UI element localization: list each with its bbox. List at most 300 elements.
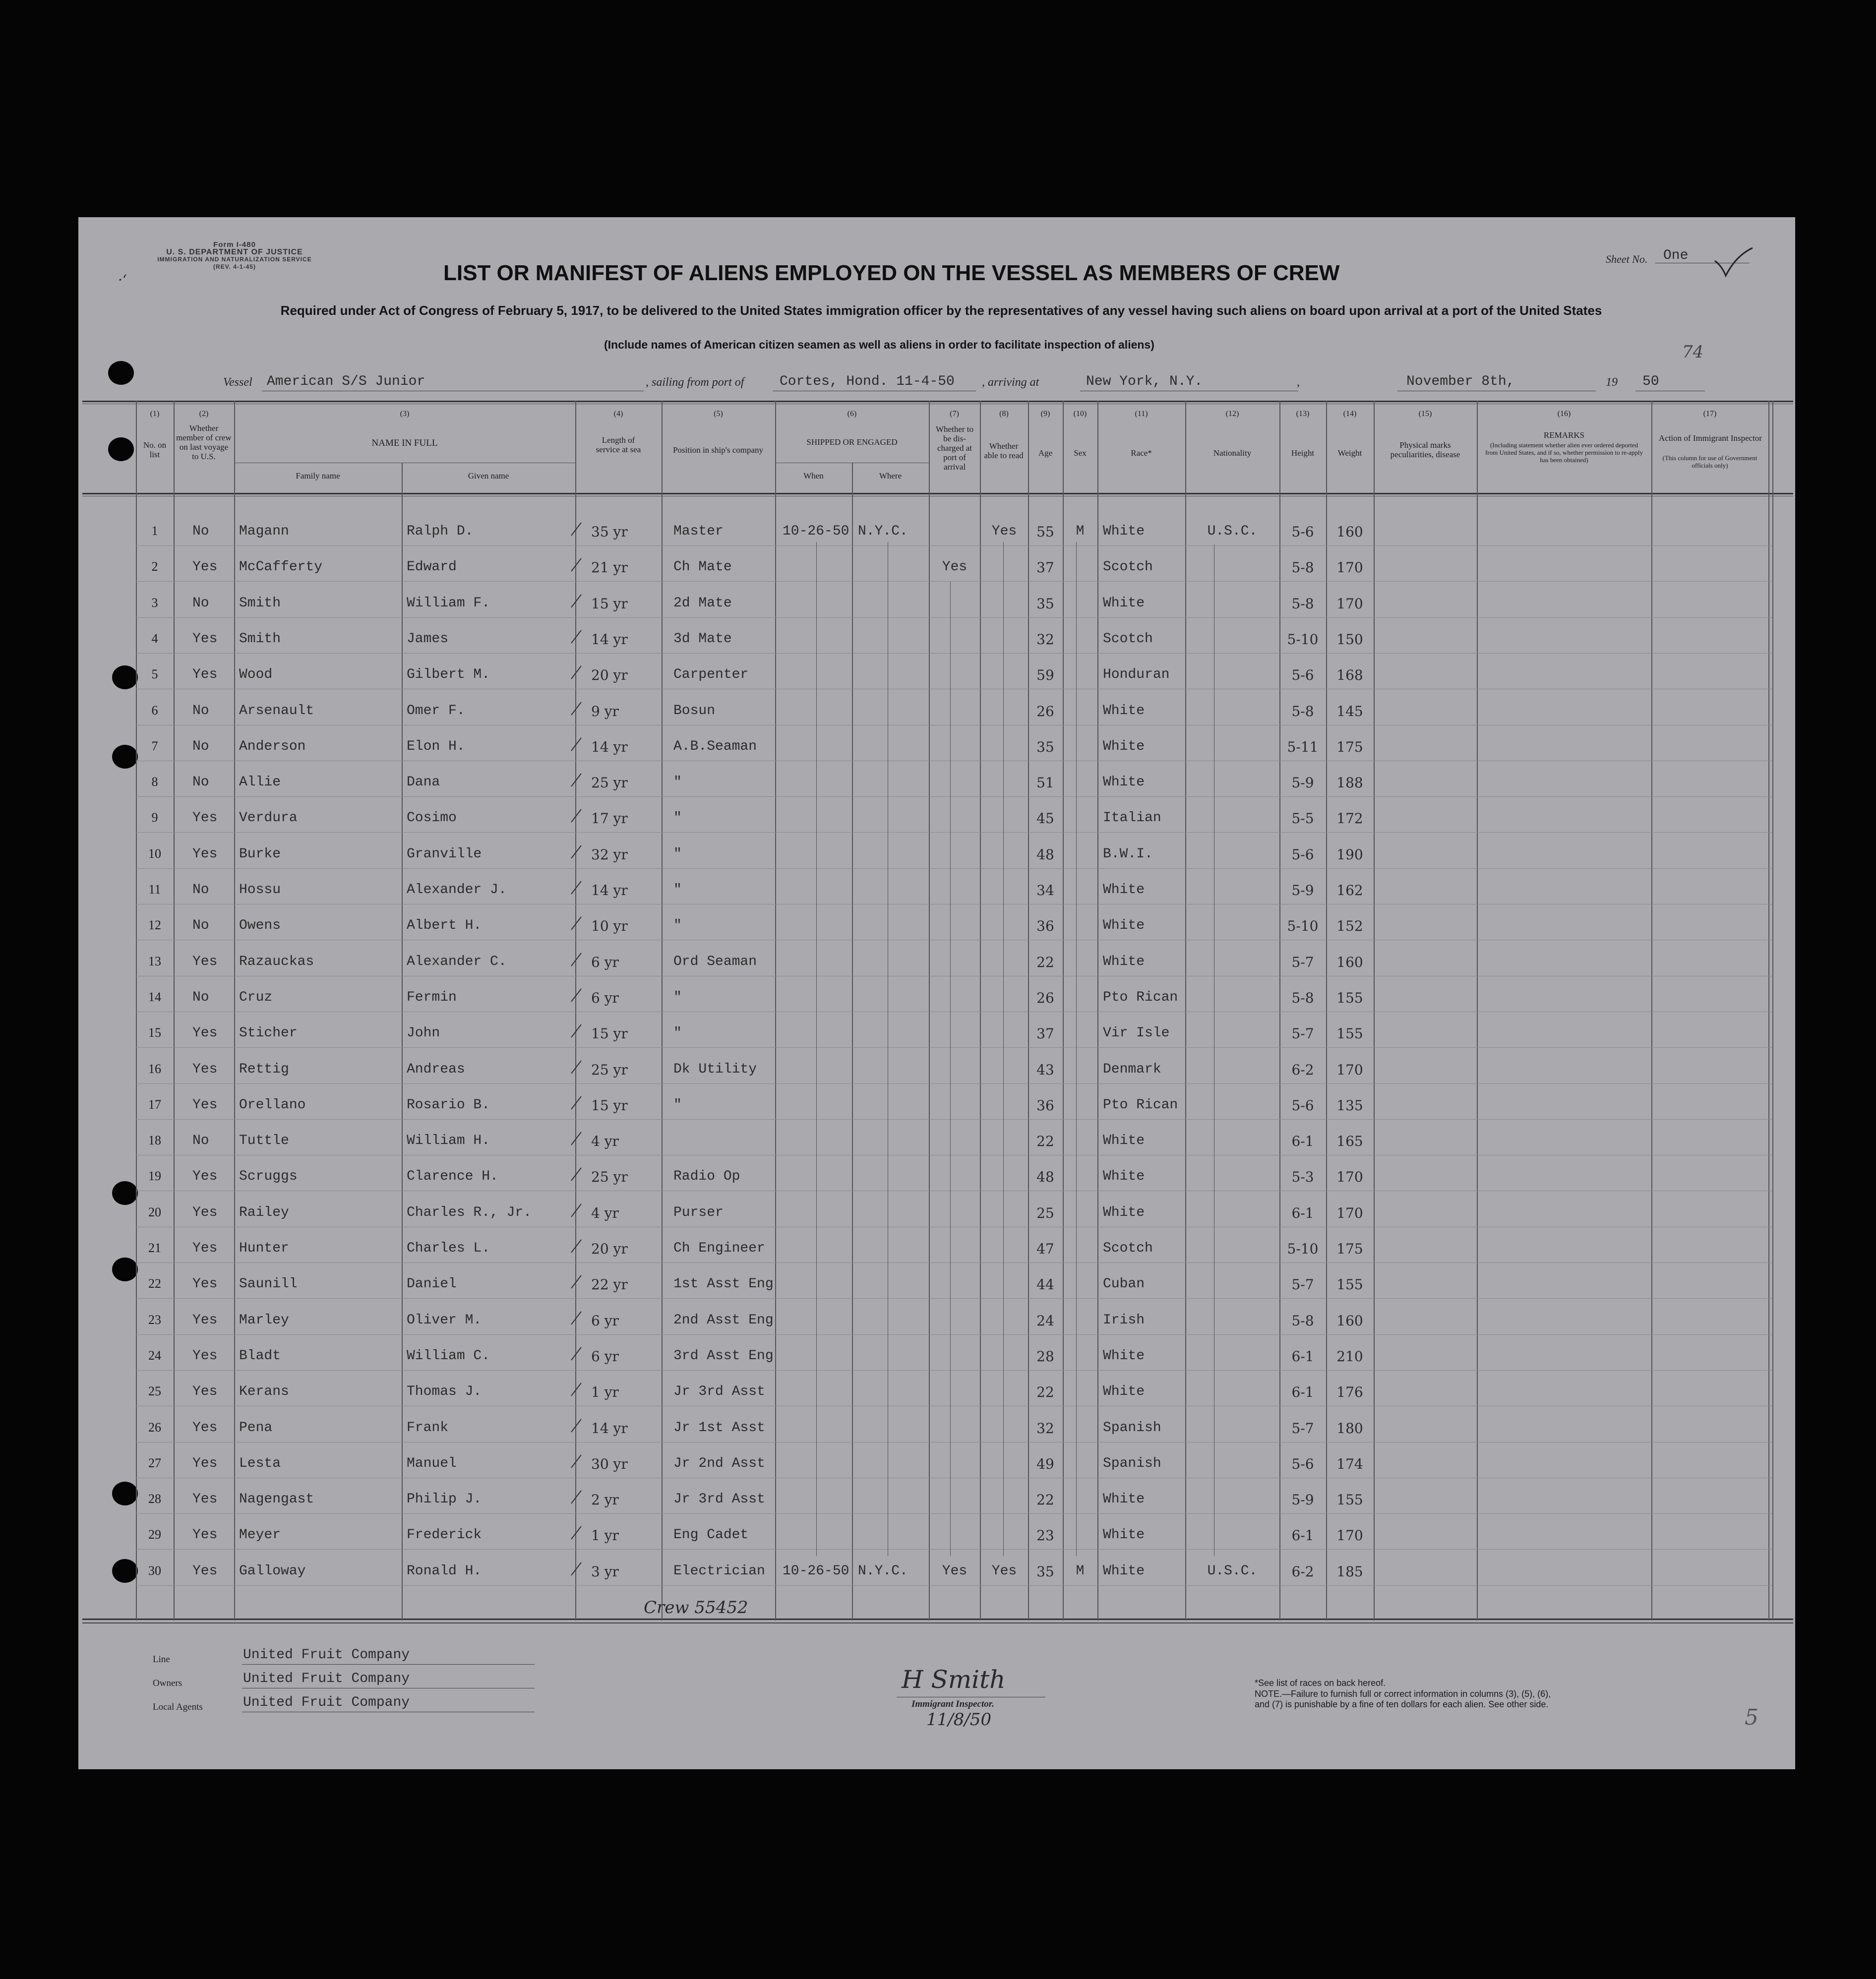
col10-number: (10) bbox=[1073, 410, 1087, 418]
col-line bbox=[929, 401, 930, 1620]
position: 3d Mate bbox=[673, 631, 732, 647]
family-name: Meyer bbox=[239, 1527, 281, 1543]
tick-mark-icon bbox=[569, 951, 584, 968]
last-voyage: Yes bbox=[192, 1420, 218, 1436]
row-number: 18 bbox=[148, 1133, 161, 1148]
col16-header: REMARKS bbox=[1543, 430, 1585, 440]
family-name: Anderson bbox=[239, 738, 306, 754]
given-name: Edward bbox=[407, 559, 457, 575]
given-name: Albert H. bbox=[407, 918, 482, 934]
row-number: 7 bbox=[151, 738, 158, 753]
height: 5-10 bbox=[1287, 631, 1319, 648]
last-voyage: No bbox=[192, 775, 209, 790]
given-name: William H. bbox=[407, 1133, 490, 1149]
race: Italian bbox=[1103, 810, 1161, 826]
tick-mark-icon bbox=[569, 879, 584, 896]
age: 48 bbox=[1036, 846, 1054, 863]
race: Scotch bbox=[1103, 1241, 1153, 1256]
row-number: 25 bbox=[148, 1384, 161, 1399]
row-rule bbox=[136, 1513, 1772, 1514]
row-rule bbox=[136, 617, 1772, 618]
age: 36 bbox=[1036, 1097, 1054, 1114]
col8-number: (8) bbox=[999, 410, 1009, 418]
race: Denmark bbox=[1103, 1061, 1161, 1077]
weight: 160 bbox=[1336, 1312, 1363, 1329]
col-line bbox=[1477, 401, 1478, 1620]
service-length: 35 yr bbox=[591, 524, 628, 540]
row-number: 4 bbox=[151, 631, 158, 646]
row-number: 17 bbox=[148, 1097, 161, 1112]
position: Bosun bbox=[673, 703, 716, 719]
col16-subheader: (Including statement whether alien ever ordered deported from United States, and if so, whether permission to re-apply has been obtained) bbox=[1485, 441, 1643, 464]
service-length: 30 yr bbox=[591, 1455, 628, 1472]
position: Master bbox=[673, 524, 724, 539]
row-number: 16 bbox=[148, 1061, 161, 1076]
tick-mark-icon bbox=[569, 1059, 584, 1076]
tick-mark-icon bbox=[569, 915, 584, 932]
position: Jr 3rd Asst bbox=[673, 1384, 765, 1400]
col6-number: (6) bbox=[847, 410, 857, 418]
position: Jr 3rd Asst bbox=[673, 1492, 765, 1507]
sailing-label: , sailing from port of bbox=[646, 376, 744, 389]
last-voyage: No bbox=[192, 989, 209, 1005]
family-name: Razauckas bbox=[239, 954, 314, 969]
last-voyage: Yes bbox=[192, 1384, 218, 1400]
tick-mark-icon bbox=[569, 1022, 584, 1039]
family-name: Marley bbox=[239, 1312, 289, 1328]
tick-mark-icon bbox=[569, 843, 584, 860]
last-voyage: Yes bbox=[192, 1312, 218, 1328]
col14-number: (14) bbox=[1343, 410, 1357, 418]
position: Ch Engineer bbox=[673, 1241, 765, 1256]
family-name: Orellano bbox=[239, 1097, 306, 1113]
family-name: Allie bbox=[239, 775, 281, 790]
form-title: LIST OR MANIFEST OF ALIENS EMPLOYED ON THE VESSEL AS MEMBERS OF CREW bbox=[443, 261, 1340, 285]
service-length: 17 yr bbox=[591, 810, 628, 827]
weight: 155 bbox=[1336, 1025, 1363, 1042]
tick-mark-icon bbox=[569, 1417, 584, 1434]
row-number: 5 bbox=[151, 667, 158, 682]
tick-mark-icon bbox=[569, 1238, 584, 1255]
age: 25 bbox=[1036, 1204, 1054, 1221]
races-note: *See list of races on back hereof. bbox=[1255, 1678, 1386, 1688]
col6-where-header: Where bbox=[879, 471, 902, 480]
family-name: Arsenault bbox=[239, 703, 314, 719]
last-voyage: No bbox=[192, 1133, 209, 1149]
service-length: 14 yr bbox=[591, 631, 628, 648]
service-length: 22 yr bbox=[591, 1276, 628, 1293]
row-number: 23 bbox=[148, 1312, 161, 1327]
age: 26 bbox=[1036, 703, 1054, 720]
weight: 188 bbox=[1336, 775, 1363, 791]
weight: 160 bbox=[1336, 524, 1363, 540]
comma-separator: , bbox=[1297, 376, 1300, 389]
weight: 172 bbox=[1336, 810, 1363, 827]
race: Cuban bbox=[1103, 1276, 1145, 1292]
tick-mark-icon bbox=[569, 1202, 584, 1219]
given-name: William C. bbox=[407, 1348, 490, 1364]
col9-number: (9) bbox=[1040, 410, 1050, 418]
age: 35 bbox=[1036, 1563, 1054, 1580]
height: 5-3 bbox=[1291, 1169, 1314, 1186]
last-voyage: Yes bbox=[192, 1276, 218, 1292]
service-length: 15 yr bbox=[591, 595, 628, 612]
arrival-port: New York, N.Y. bbox=[1086, 374, 1203, 389]
weight: 176 bbox=[1336, 1384, 1363, 1401]
row-rule bbox=[136, 1549, 1772, 1550]
col4-header: Length of service at sea bbox=[596, 435, 641, 454]
last-voyage: Yes bbox=[192, 1527, 218, 1543]
service-length: 14 yr bbox=[591, 738, 628, 755]
agents-label: Local Agents bbox=[153, 1702, 203, 1712]
form-number: Form I-480 bbox=[213, 240, 256, 249]
row-rule bbox=[136, 653, 1772, 654]
height: 6-1 bbox=[1291, 1133, 1314, 1150]
height: 5-9 bbox=[1291, 1492, 1314, 1508]
weight: 160 bbox=[1336, 954, 1363, 970]
agents-value: United Fruit Company bbox=[243, 1695, 410, 1710]
service-length: 10 yr bbox=[591, 918, 628, 935]
height: 5-8 bbox=[1291, 559, 1314, 576]
given-name: Clarence H. bbox=[407, 1169, 498, 1185]
age: 22 bbox=[1036, 1492, 1054, 1508]
height: 5-8 bbox=[1291, 703, 1314, 720]
family-name: McCafferty bbox=[239, 559, 323, 575]
height: 5-10 bbox=[1287, 1241, 1319, 1257]
service-length: 6 yr bbox=[591, 954, 619, 970]
height: 5-7 bbox=[1291, 1420, 1314, 1437]
position: " bbox=[673, 846, 682, 862]
penalty-note: NOTE.—Failure to furnish full or correct information in columns (3), (5), (6), and (7) is punishable by a fine of ten dollars for each alien. See other side. bbox=[1255, 1689, 1551, 1709]
weight: 185 bbox=[1336, 1563, 1363, 1580]
position: 3rd Asst Eng bbox=[673, 1348, 774, 1364]
tick-mark-icon bbox=[569, 736, 584, 753]
row-rule bbox=[136, 868, 1772, 869]
position: Eng Cadet bbox=[673, 1527, 749, 1543]
race: Irish bbox=[1103, 1312, 1145, 1328]
tick-mark-icon bbox=[569, 521, 584, 538]
arrival-date: November 8th, bbox=[1406, 374, 1515, 389]
punch-hole bbox=[112, 1258, 138, 1281]
shipped-where: N.Y.C. bbox=[858, 524, 908, 539]
col-line bbox=[1326, 401, 1327, 1620]
family-name: Galloway bbox=[239, 1563, 306, 1579]
row-number: 15 bbox=[148, 1025, 161, 1040]
tick-mark-icon bbox=[569, 987, 584, 1004]
vessel-name: American S/S Junior bbox=[267, 374, 425, 389]
last-voyage: No bbox=[192, 703, 209, 719]
weight: 190 bbox=[1336, 846, 1363, 863]
position: " bbox=[673, 810, 682, 826]
weight: 145 bbox=[1336, 703, 1363, 720]
given-name: Cosimo bbox=[407, 810, 457, 826]
col-line bbox=[662, 401, 663, 1620]
position: Ord Seaman bbox=[673, 954, 757, 969]
position: Purser bbox=[673, 1204, 724, 1220]
last-voyage: No bbox=[192, 524, 209, 539]
age: 28 bbox=[1036, 1348, 1054, 1365]
race: Spanish bbox=[1103, 1420, 1161, 1436]
tick-mark-icon bbox=[569, 1345, 584, 1362]
weight: 180 bbox=[1336, 1420, 1363, 1437]
row-number: 12 bbox=[148, 918, 161, 933]
col9-header: Age bbox=[1038, 448, 1053, 458]
service-length: 1 yr bbox=[591, 1527, 619, 1544]
age: 35 bbox=[1036, 738, 1054, 755]
last-voyage: No bbox=[192, 882, 209, 898]
table-top-border bbox=[82, 401, 1793, 402]
last-voyage: Yes bbox=[192, 1061, 218, 1077]
race: White bbox=[1103, 1133, 1145, 1149]
race: White bbox=[1103, 1384, 1145, 1400]
height: 5-8 bbox=[1291, 989, 1314, 1006]
weight: 135 bbox=[1336, 1097, 1363, 1114]
col17-subheader: (This column for use of Government officials only) bbox=[1662, 454, 1757, 469]
weight: 175 bbox=[1336, 738, 1363, 755]
ditto-line bbox=[1076, 542, 1077, 1556]
given-name: James bbox=[407, 631, 449, 647]
position: 2nd Asst Eng bbox=[673, 1312, 774, 1328]
weight: 150 bbox=[1336, 631, 1363, 648]
family-name: Owens bbox=[239, 918, 281, 934]
family-name: Wood bbox=[239, 667, 273, 683]
given-name: William F. bbox=[407, 595, 490, 611]
age: 47 bbox=[1036, 1241, 1054, 1257]
age: 48 bbox=[1036, 1169, 1054, 1186]
col-line bbox=[1097, 401, 1098, 1620]
service-name: IMMIGRATION AND NATURALIZATION SERVICE bbox=[157, 256, 312, 263]
row-rule bbox=[136, 581, 1772, 582]
col-line bbox=[1772, 401, 1773, 1620]
col-line bbox=[1374, 401, 1375, 1620]
last-voyage: Yes bbox=[192, 1455, 218, 1471]
col5-header: Position in ship's company bbox=[672, 445, 764, 455]
row-number: 22 bbox=[148, 1276, 161, 1291]
header-bottom-border bbox=[82, 493, 1793, 494]
weight: 155 bbox=[1336, 1276, 1363, 1293]
row-number: 19 bbox=[148, 1169, 161, 1184]
row-rule bbox=[136, 1262, 1772, 1263]
race: Scotch bbox=[1103, 631, 1153, 647]
row-number: 13 bbox=[148, 954, 161, 968]
given-name: Ronald H. bbox=[407, 1563, 482, 1579]
weight: 170 bbox=[1336, 1204, 1363, 1221]
height: 5-11 bbox=[1287, 738, 1319, 755]
col7-number: (7) bbox=[950, 410, 959, 418]
weight: 165 bbox=[1336, 1133, 1363, 1150]
col3-number: (3) bbox=[400, 410, 410, 418]
family-name: Kerans bbox=[239, 1384, 289, 1400]
service-length: 20 yr bbox=[591, 1241, 628, 1257]
age: 51 bbox=[1036, 775, 1054, 791]
row-number: 20 bbox=[148, 1204, 161, 1219]
col17-header: Action of Immigrant Inspector bbox=[1658, 433, 1762, 443]
col-line bbox=[1063, 401, 1064, 1620]
service-length: 1 yr bbox=[591, 1384, 619, 1401]
service-length: 15 yr bbox=[591, 1097, 628, 1114]
last-voyage: Yes bbox=[192, 846, 218, 862]
given-name: Thomas J. bbox=[407, 1384, 482, 1400]
height: 5-8 bbox=[1291, 1312, 1314, 1329]
position: " bbox=[673, 918, 682, 934]
punch-hole bbox=[112, 1482, 138, 1505]
family-name: Nagengast bbox=[239, 1492, 314, 1507]
height: 5-7 bbox=[1291, 954, 1314, 970]
service-length: 25 yr bbox=[591, 1061, 628, 1078]
race: White bbox=[1103, 1527, 1145, 1543]
sheet-label: Sheet No. bbox=[1606, 253, 1648, 265]
last-voyage: No bbox=[192, 595, 209, 611]
owners-label: Owners bbox=[153, 1678, 182, 1688]
last-voyage: Yes bbox=[192, 1241, 218, 1256]
service-length: 4 yr bbox=[591, 1133, 619, 1150]
weight: 162 bbox=[1336, 882, 1363, 899]
tick-mark-icon bbox=[569, 556, 584, 573]
col-line bbox=[980, 401, 981, 1620]
given-name: Fermin bbox=[407, 989, 457, 1005]
age: 23 bbox=[1036, 1527, 1054, 1544]
service-length: 9 yr bbox=[591, 703, 619, 720]
col8-header: Whether able to read bbox=[984, 441, 1024, 460]
weight: 170 bbox=[1336, 1061, 1363, 1078]
last-voyage: Yes bbox=[192, 1563, 218, 1579]
row-number: 6 bbox=[151, 703, 158, 718]
row-number: 2 bbox=[151, 559, 158, 574]
weight: 170 bbox=[1336, 595, 1363, 612]
last-voyage: Yes bbox=[192, 1169, 218, 1185]
col-line bbox=[1028, 401, 1029, 1620]
height: 5-6 bbox=[1291, 667, 1314, 684]
col17-number: (17) bbox=[1703, 410, 1717, 418]
tick-mark-icon bbox=[569, 1453, 584, 1470]
given-name: Philip J. bbox=[407, 1492, 482, 1507]
service-length: 25 yr bbox=[591, 1169, 628, 1186]
page-number: 74 bbox=[1682, 342, 1704, 362]
row-number: 29 bbox=[148, 1527, 161, 1542]
given-name: Oliver M. bbox=[407, 1312, 482, 1328]
service-length: 14 yr bbox=[591, 882, 628, 899]
position: Radio Op bbox=[673, 1169, 740, 1185]
discharged: Yes bbox=[942, 1563, 968, 1579]
age: 32 bbox=[1036, 1420, 1054, 1437]
col5-number: (5) bbox=[714, 410, 723, 418]
given-name: Ralph D. bbox=[407, 524, 474, 539]
given-name: Frank bbox=[407, 1420, 449, 1436]
family-name: Bladt bbox=[239, 1348, 281, 1364]
col-line bbox=[1651, 401, 1652, 1620]
row-number: 28 bbox=[148, 1492, 161, 1506]
check-mark-icon bbox=[1711, 246, 1755, 281]
age: 44 bbox=[1036, 1276, 1054, 1293]
row-rule bbox=[136, 545, 1772, 546]
position: Jr 1st Asst bbox=[673, 1420, 765, 1436]
col-line bbox=[234, 401, 235, 1620]
family-name: Cruz bbox=[239, 989, 273, 1005]
ditto-line bbox=[950, 582, 951, 1556]
manifest-sheet bbox=[78, 217, 1795, 1769]
race: Honduran bbox=[1103, 667, 1170, 683]
position: 1st Asst Eng bbox=[673, 1276, 774, 1292]
weight: 155 bbox=[1336, 1492, 1363, 1508]
row-rule bbox=[136, 1370, 1772, 1371]
service-length: 6 yr bbox=[591, 1312, 619, 1329]
given-name: Elon H. bbox=[407, 738, 465, 754]
line-underline bbox=[242, 1664, 535, 1665]
row-rule bbox=[136, 1585, 1772, 1586]
vessel-label: Vessel bbox=[223, 376, 252, 389]
table-bottom-border-inner bbox=[82, 1622, 1793, 1623]
weight: 152 bbox=[1336, 918, 1363, 935]
height: 5-10 bbox=[1287, 918, 1319, 935]
col-line bbox=[852, 463, 853, 1620]
shipped-when: 10-26-50 bbox=[783, 524, 849, 539]
last-voyage: Yes bbox=[192, 631, 218, 647]
col15-number: (15) bbox=[1418, 410, 1432, 418]
height: 6-1 bbox=[1291, 1204, 1314, 1221]
last-voyage: No bbox=[192, 918, 209, 934]
height: 5-5 bbox=[1291, 810, 1314, 827]
col13-header: Height bbox=[1291, 448, 1315, 458]
position: Electrician bbox=[673, 1563, 765, 1579]
service-length: 2 yr bbox=[591, 1492, 619, 1508]
family-name: Hossu bbox=[239, 882, 281, 898]
given-name: Daniel bbox=[407, 1276, 457, 1292]
age: 35 bbox=[1036, 595, 1054, 612]
col3-header: NAME IN FULL bbox=[371, 438, 438, 448]
col4-number: (4) bbox=[613, 410, 623, 418]
race: White bbox=[1103, 1563, 1145, 1579]
tick-mark-icon bbox=[569, 1560, 584, 1577]
col-line bbox=[575, 401, 576, 1620]
height: 6-2 bbox=[1291, 1563, 1314, 1580]
inspector-label: Immigrant Inspector. bbox=[911, 1699, 994, 1709]
age: 22 bbox=[1036, 954, 1054, 970]
height: 6-2 bbox=[1291, 1061, 1314, 1078]
col13-number: (13) bbox=[1296, 410, 1310, 418]
race: Pto Rican bbox=[1103, 1097, 1178, 1113]
race: White bbox=[1103, 595, 1145, 611]
col12-number: (12) bbox=[1225, 410, 1239, 418]
given-name: Rosario B. bbox=[407, 1097, 490, 1113]
col3-family-header: Family name bbox=[296, 471, 340, 480]
inspector-date: 11/8/50 bbox=[926, 1710, 992, 1730]
punch-hole bbox=[112, 665, 138, 689]
age: 49 bbox=[1036, 1455, 1054, 1472]
weight: 170 bbox=[1336, 1169, 1363, 1186]
arriving-label: , arriving at bbox=[982, 376, 1039, 389]
race: White bbox=[1103, 1492, 1145, 1507]
row-rule bbox=[136, 1298, 1772, 1299]
race: White bbox=[1103, 1348, 1145, 1364]
tick-mark-icon bbox=[569, 772, 584, 788]
tick-mark-icon bbox=[569, 664, 584, 681]
row-number: 9 bbox=[151, 810, 158, 825]
race: White bbox=[1103, 738, 1145, 754]
nationality: U.S.C. bbox=[1207, 1563, 1258, 1579]
weight: 155 bbox=[1336, 989, 1363, 1006]
last-voyage: Yes bbox=[192, 1492, 218, 1507]
given-name: Alexander J. bbox=[407, 882, 507, 898]
family-name: Sticher bbox=[239, 1025, 298, 1041]
col12-header: Nationality bbox=[1213, 448, 1252, 458]
service-length: 14 yr bbox=[591, 1420, 628, 1437]
punch-hole bbox=[108, 437, 134, 461]
age: 43 bbox=[1036, 1061, 1054, 1078]
last-voyage: Yes bbox=[192, 559, 218, 575]
col16-number: (16) bbox=[1557, 410, 1571, 418]
race: White bbox=[1103, 775, 1145, 790]
given-name: John bbox=[407, 1025, 440, 1041]
